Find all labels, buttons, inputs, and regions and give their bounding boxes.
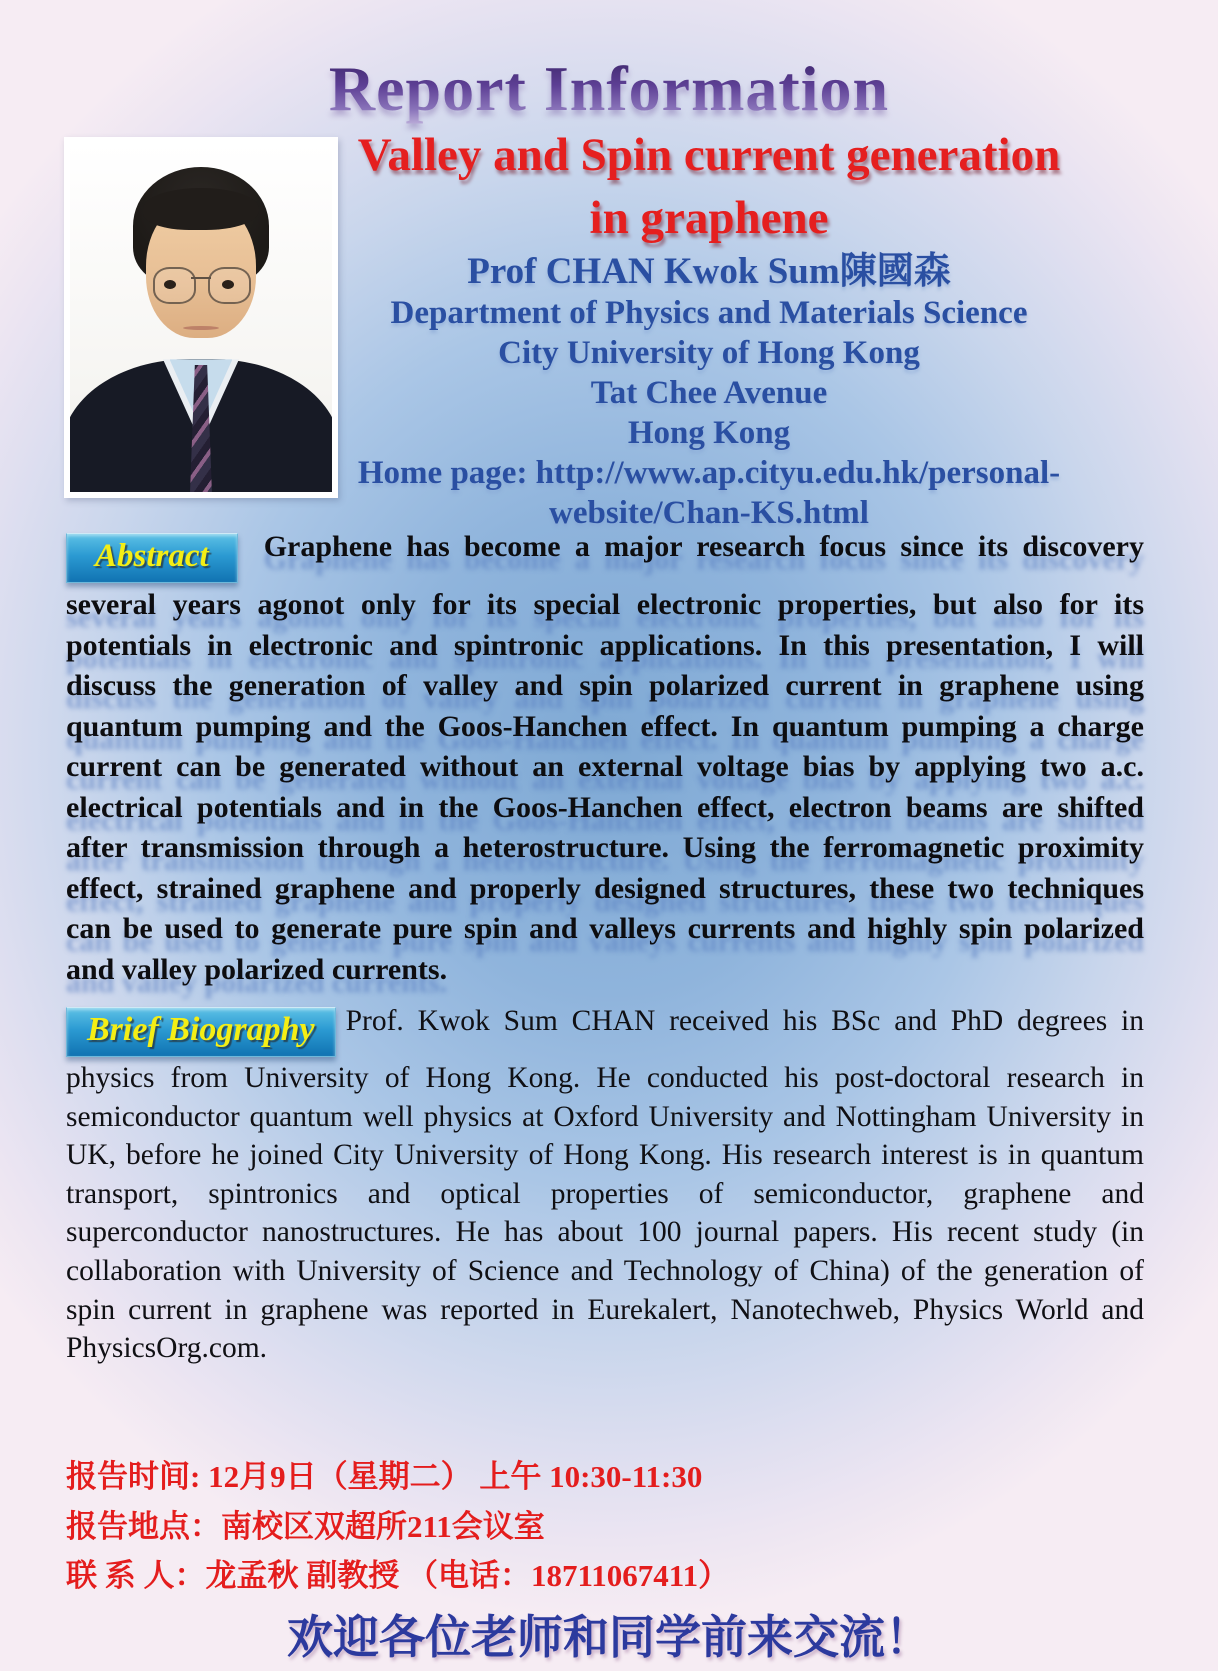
- talk-title-line1: Valley and Spin current generation: [357, 129, 1061, 181]
- speaker-city: Hong Kong: [627, 415, 791, 451]
- abstract-text: Graphene has become a major research focus since its discovery several years agonot only for its special electronic properties, but also for its potentials in electronic and spintronic applications. In this presentation, I will discuss the generation of valley and spin polarized current in graphene using quantum pumping and the Goos-Hanchen effect. In quantum pumping a charge current can be generated without an external voltage bias by applying two a.c. electrical potentials and in the Goos-Hanchen effect, electron beams are shifted after transmission through a heterostructure. Using the ferromagnetic proximity effect, strained graphene and properly designed structures, these two techniques can be used to generate pure spin and valleys currents and highly spin polarized and valley polarized currents.: [66, 530, 1144, 986]
- welcome-message: 欢迎各位老师和同学前来交流！: [287, 1612, 931, 1663]
- event-contact-line: 联 系 人：龙孟秋 副教授 （电话：18711067411）: [66, 1558, 730, 1593]
- talk-title: [255, 124, 1163, 250]
- left-eye-shape: [164, 280, 176, 289]
- biography-badge: Brief Biography: [66, 1007, 336, 1057]
- biography-paragraph: [66, 1002, 1144, 1368]
- speaker-street: Tat Chee Avenue: [590, 375, 828, 411]
- abstract-paragraph: [66, 527, 1144, 990]
- event-time-line: 报告时间: 12月9日（星期二） 上午 10:30-11:30: [66, 1459, 703, 1494]
- right-eye-shape: [222, 280, 234, 289]
- speaker-department: Department of Physics and Materials Science: [390, 295, 1028, 331]
- speaker-info: [255, 251, 1163, 533]
- talk-title-line2: in graphene: [589, 192, 829, 244]
- speaker-university: City University of Hong Kong: [498, 335, 920, 371]
- hair-fringe-shape: [143, 188, 258, 230]
- speaker-homepage-line2: website/Chan-KS.html: [549, 495, 869, 531]
- page-title: Report Information: [0, 52, 1218, 126]
- abstract-badge: Abstract: [66, 533, 238, 583]
- event-details: [66, 1452, 1158, 1601]
- glasses-bridge: [191, 277, 212, 279]
- speaker-name: Prof CHAN Kwok Sum陳國森: [467, 251, 951, 292]
- speaker-homepage-line1: Home page: http://www.ap.cityu.edu.hk/personal-: [357, 455, 1061, 491]
- biography-text: Prof. Kwok Sum CHAN received his BSc and PhD degrees in physics from University of Hong Kong. He conducted his post-doctoral research in semiconductor quantum well physics at Oxford University and Nottingham University in UK, before he joined City University of Hong Kong. His research interest is in quantum transport, spintronics and optical properties of semiconductor, graphene and superconductor nanostructures. He has about 100 journal papers. His recent study (in collaboration with University of Science and Technology of China) of the generation of spin current in graphene was reported in Eurekalert, Nanotechweb, Physics World and PhysicsOrg.com.: [66, 1005, 1144, 1365]
- event-venue-line: 报告地点：南校区双超所211会议室: [66, 1508, 545, 1544]
